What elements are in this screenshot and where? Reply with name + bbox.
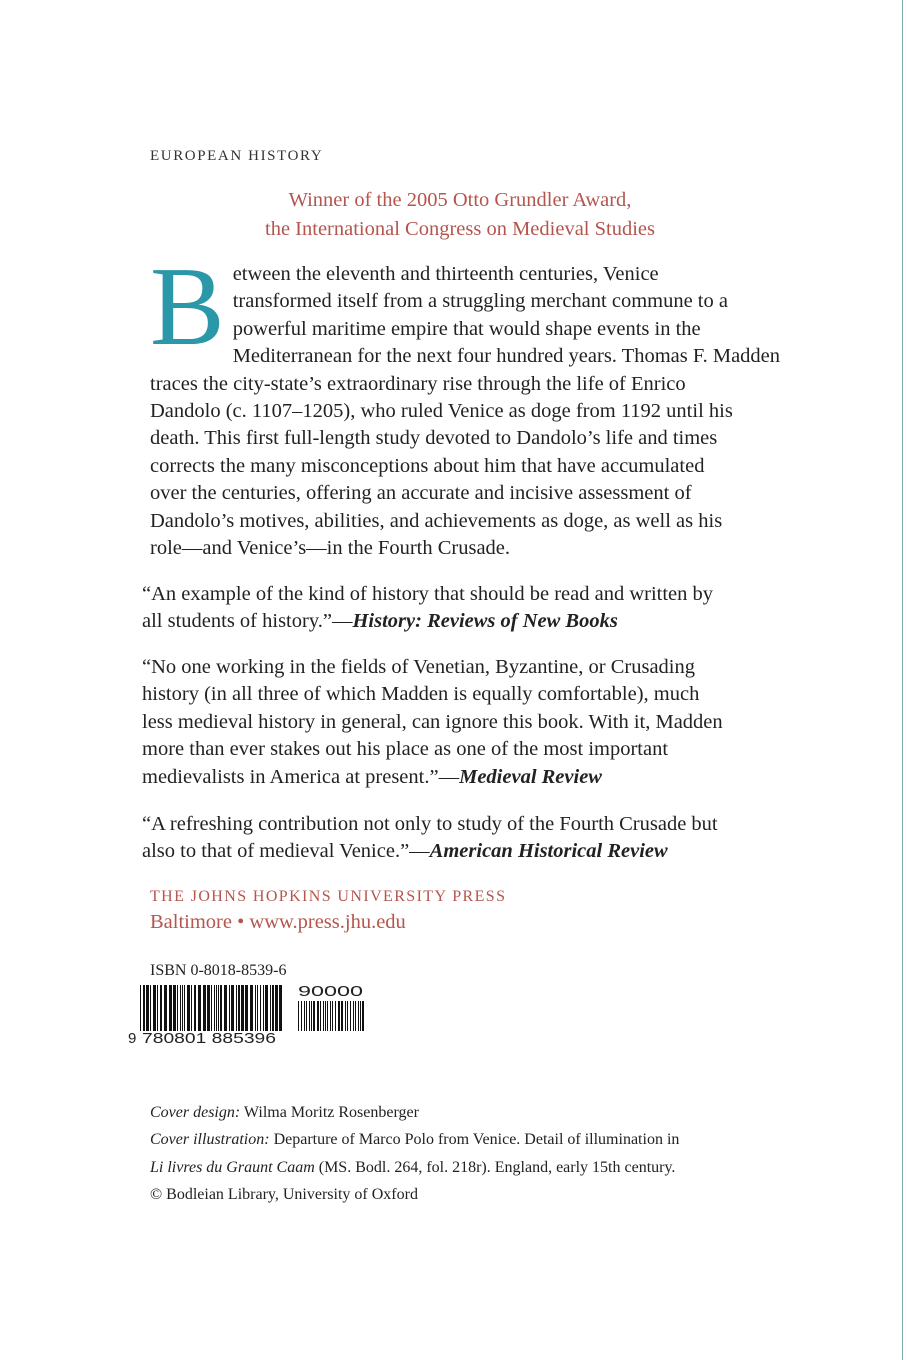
publisher-url: www.press.jhu.edu (249, 911, 406, 933)
barcode-bar (224, 985, 227, 1031)
barcode-bar (330, 1001, 331, 1031)
description-line: death. This first full-length study devoted to Dandolo’s life and times (150, 427, 718, 450)
quote-line: less medieval history in general, can ignore this book. With it, Madden (142, 710, 723, 733)
barcode-bar (214, 985, 215, 1031)
quote-line-last (142, 608, 802, 635)
barcode-bar (150, 985, 151, 1031)
ean-bars (140, 985, 282, 1031)
quote-line-last (142, 838, 802, 865)
credit-copyright: © Bodleian Library, University of Oxford (150, 1186, 418, 1204)
description-line: Dandolo (c. 1107–1205), who ruled Venice as doge from 1192 until his (150, 400, 733, 423)
credit-illustration-value: Departure of Marco Polo from Venice. Detail of illumination in (269, 1131, 680, 1149)
addon-bars (298, 1001, 364, 1031)
category-label: EUROPEAN HISTORY (150, 148, 324, 164)
description-line: over the centuries, offering an accurate and incisive assessment of (150, 482, 692, 505)
page-edge-line (902, 0, 903, 1360)
isbn-barcode (126, 983, 376, 1051)
barcode-bar (203, 985, 206, 1031)
barcode-bar (229, 985, 230, 1031)
barcode-bar (325, 1001, 326, 1031)
publisher-name: THE JOHNS HOPKINS UNIVERSITY PRESS (150, 888, 507, 905)
credit-illustration-source (150, 1154, 850, 1181)
barcode-bar (257, 985, 258, 1031)
credit-design-value: Wilma Moritz Rosenberger (240, 1104, 419, 1121)
cover-credits (150, 1099, 850, 1209)
barcode-bar (263, 985, 264, 1031)
ean-digits: 780801 885396 (142, 1030, 276, 1047)
barcode-bar (260, 985, 261, 1031)
barcode-bar (275, 985, 278, 1031)
barcode-bar (306, 1001, 307, 1031)
barcode-bar (169, 985, 172, 1031)
barcode-bar (236, 985, 237, 1031)
credit-illustration-title: Li livres du Graunt Caam (150, 1158, 315, 1176)
quote-line: more than ever stakes out his place as one of the most important (142, 738, 669, 761)
review-quote-1 (142, 581, 802, 636)
drop-cap: B (150, 245, 225, 369)
barcode-bar (220, 985, 222, 1031)
barcode-bar (272, 985, 274, 1031)
credit-illustration-label: Cover illustration: (150, 1131, 270, 1149)
barcode-bar (327, 1001, 328, 1031)
barcode-bar (140, 985, 141, 1031)
barcode-bar (198, 985, 201, 1031)
award-notice (150, 186, 770, 244)
barcode-bar (270, 985, 271, 1031)
description-line: Mediterranean for the next four hundred years. Thomas F. Madden (232, 345, 781, 368)
description-line: corrects the many misconceptions about him that have accumulated (150, 454, 705, 477)
quote-line-last (142, 764, 802, 791)
barcode-bar (255, 985, 256, 1031)
barcode-bar (241, 985, 244, 1031)
barcode-bar (182, 985, 183, 1031)
barcode-bar (345, 1001, 346, 1031)
barcode-bar (160, 985, 162, 1031)
barcode-bar (177, 985, 178, 1031)
credit-design-label: Cover design: (150, 1104, 241, 1121)
quote-source: History: Reviews of New Books (352, 610, 618, 633)
barcode-bar (341, 1001, 343, 1031)
book-description (150, 245, 781, 562)
barcode-bar (279, 985, 282, 1031)
barcode-bar (311, 1001, 312, 1031)
description-line: powerful maritime empire that would shape events in the (232, 317, 701, 340)
quote-text: medievalists in America at present.”— (142, 765, 460, 788)
barcode-bar (320, 1001, 321, 1031)
description-line: traces the city-state’s extraordinary rise through the life of Enrico (150, 372, 686, 395)
barcode-bar (304, 1001, 305, 1031)
review-quote-3 (142, 811, 802, 866)
barcode-bar (338, 1001, 340, 1031)
quote-text: all students of history.”— (142, 610, 353, 633)
barcode-bar (362, 1001, 364, 1031)
award-line-1: Winner of the 2005 Otto Grundler Award, (288, 189, 632, 211)
barcode-bar (187, 985, 190, 1031)
barcode-bar (335, 1001, 336, 1031)
barcode-bar (313, 1001, 315, 1031)
barcode-bar (317, 1001, 319, 1031)
quote-line: “A refreshing contribution not only to study of the Fourth Crusade but (142, 813, 718, 835)
barcode-bar (216, 985, 217, 1031)
quote-source: American Historical Review (429, 840, 668, 863)
publisher-location (150, 911, 406, 934)
barcode-bar (164, 985, 167, 1031)
description-line: etween the eleventh and thirteenth centuries, Venice (232, 263, 659, 285)
barcode-bar (157, 985, 158, 1031)
barcode-bar (245, 985, 248, 1031)
barcode-bar (360, 1001, 361, 1031)
barcode-bar (146, 985, 149, 1031)
review-quote-2 (142, 654, 802, 791)
quote-source: Medieval Review (459, 765, 602, 788)
barcode-bar (265, 985, 268, 1031)
barcode-bar (194, 985, 196, 1031)
barcode-bar (353, 1001, 354, 1031)
description-line: transformed itself from a struggling merchant commune to a (232, 290, 728, 313)
barcode-bar (173, 985, 176, 1031)
barcode-bar (347, 1001, 348, 1031)
barcode-bar (298, 1001, 299, 1031)
quote-line: “No one working in the fields of Venetian, Byzantine, or Crusading (142, 656, 695, 678)
description-line: role—and Venice’s—in the Fourth Crusade. (150, 537, 511, 560)
quote-line: history (in all three of which Madden is equally comfortable), much (142, 683, 700, 706)
ean-first-digit: 9 (128, 1030, 137, 1047)
isbn-label: ISBN 0-8018-8539-6 (150, 962, 287, 979)
barcode-bar (355, 1001, 356, 1031)
description-line: Dandolo’s motives, abilities, and achievements as doge, as well as his (150, 509, 723, 532)
barcode-bar (231, 985, 234, 1031)
barcode-bar (184, 985, 185, 1031)
barcode-bar (323, 1001, 324, 1031)
barcode-bar (301, 1001, 302, 1031)
credit-illustration-rest: (MS. Bodl. 264, fol. 218r). England, early 15th century. (314, 1158, 676, 1176)
quote-text: also to that of medieval Venice.”— (142, 840, 430, 863)
barcode-bar (191, 985, 192, 1031)
barcode-bar (218, 985, 219, 1031)
addon-digits: 90000 (298, 983, 363, 1000)
barcode-bar (153, 985, 156, 1031)
credit-design (150, 1099, 850, 1126)
barcode-bar (180, 985, 181, 1031)
quote-line: “An example of the kind of history that should be read and written by (142, 583, 714, 605)
barcode-bar (238, 985, 240, 1031)
award-line-2: the International Congress on Medieval Studies (265, 218, 655, 240)
barcode-bar (211, 985, 212, 1031)
barcode-bar (350, 1001, 351, 1031)
publisher-city: Baltimore (150, 911, 232, 933)
barcode-bar (309, 1001, 310, 1031)
barcode-bar (358, 1001, 359, 1031)
barcode-bar (250, 985, 253, 1031)
credit-illustration (150, 1126, 850, 1153)
barcode-bar (207, 985, 210, 1031)
barcode-bar (332, 1001, 333, 1031)
separator-bullet: • (237, 911, 245, 933)
barcode-bar (143, 985, 145, 1031)
